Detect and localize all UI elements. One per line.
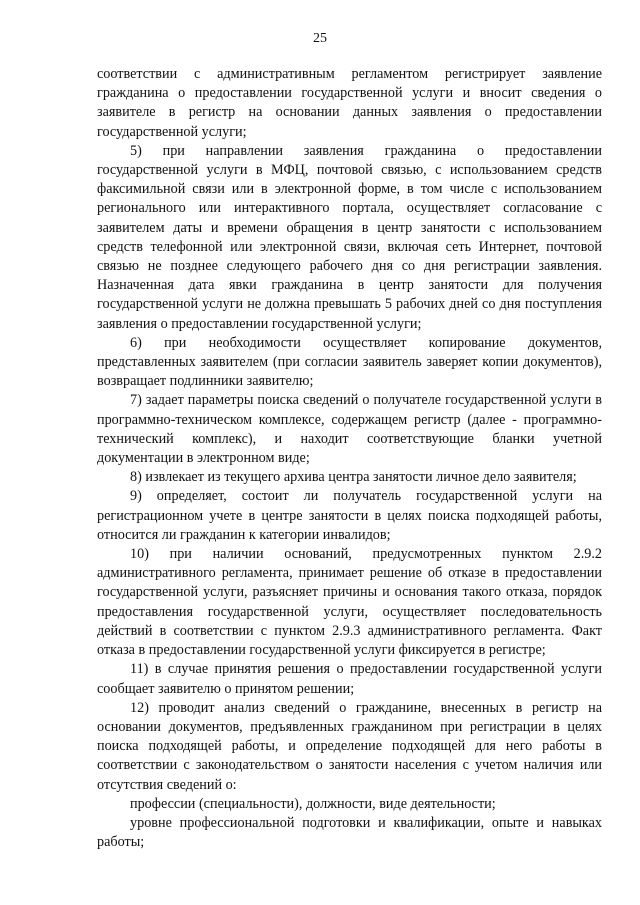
paragraph-item-10: 10) при наличии оснований, предусмотренных пунктом 2.9.2 административного регламента, принимает решение об отказе в предоставлении государственной услуги, разъясняет причины и основания такого отказа, порядок предоставления государственной услуги, осуществляет последовательность действий в соответствии с пунктом 2.9.3 административного регламента. Факт отказа в предоставлении государственной услуги фиксируется в регистре;	[97, 546, 602, 659]
paragraph-item-7: 7) задает параметры поиска сведений о получателе государственной услуги в программно-техническом комплексе, содержащем регистр (далее - программно-технический комплекс), и находит соответствующие бланки учетной документации в электронном виде;	[97, 392, 602, 467]
paragraph-item-6: 6) при необходимости осуществляет копирование документов, представленных заявителем (при согласии заявитель заверяет копии документов), возвращает подлинники заявителю;	[97, 334, 602, 390]
paragraph-item-9: 9) определяет, состоит ли получатель государственной услуги на регистрационном учете в центре занятости в целях поиска подходящей работы, относится ли гражданин к категории инвалидов;	[97, 488, 602, 543]
document-body	[97, 65, 602, 852]
paragraph-continuation: соответствии с административным регламентом регистрирует заявление гражданина о предоставлении государственной услуги и вносит сведения о заявителе в регистр на основании данных заявления о предоставлении государственной услуги;	[97, 66, 602, 140]
paragraph-item-12: 12) проводит анализ сведений о гражданине, внесенных в регистр на основании документов, предъявленных гражданином при регистрации в целях поиска подходящей работы, и определение подходящей для него работы в соответствии с законодательством о занятости населения с учетом наличия или отсутствия сведений о:	[97, 699, 602, 793]
paragraph-item-8: 8) извлекает из текущего архива центра занятости личное дело заявителя;	[130, 469, 577, 486]
paragraph-subitem-qualification: уровне профессиональной подготовки и квалификации, опыте и навыках работы;	[97, 814, 602, 851]
page-number: 25	[313, 31, 327, 46]
paragraph-item-5: 5) при направлении заявления гражданина о предоставлении государственной услуги в МФЦ, почтовой связью, с использованием средств факсимильной связи или в электронной форме, в том числе с использованием регионального или интерактивного портала, осуществляет согласование с заявителем даты и времени обращения в центр занятости с использованием средств телефонной или электронной связи, включая сеть Интернет, почтовой связью не позднее следующего рабочего дня со дня регистрации заявления. Назначенная дата явки гражданина в центр занятости для получения государственной услуги не должна превышать 5 рабочих дней со дня поступления заявления о предоставлении государственной услуги;	[97, 142, 602, 332]
paragraph-subitem-profession: профессии (специальности), должности, виде деятельности;	[130, 795, 496, 812]
paragraph-item-11: 11) в случае принятия решения о предоставлении государственной услуги сообщает заявителю о принятом решении;	[97, 661, 602, 697]
